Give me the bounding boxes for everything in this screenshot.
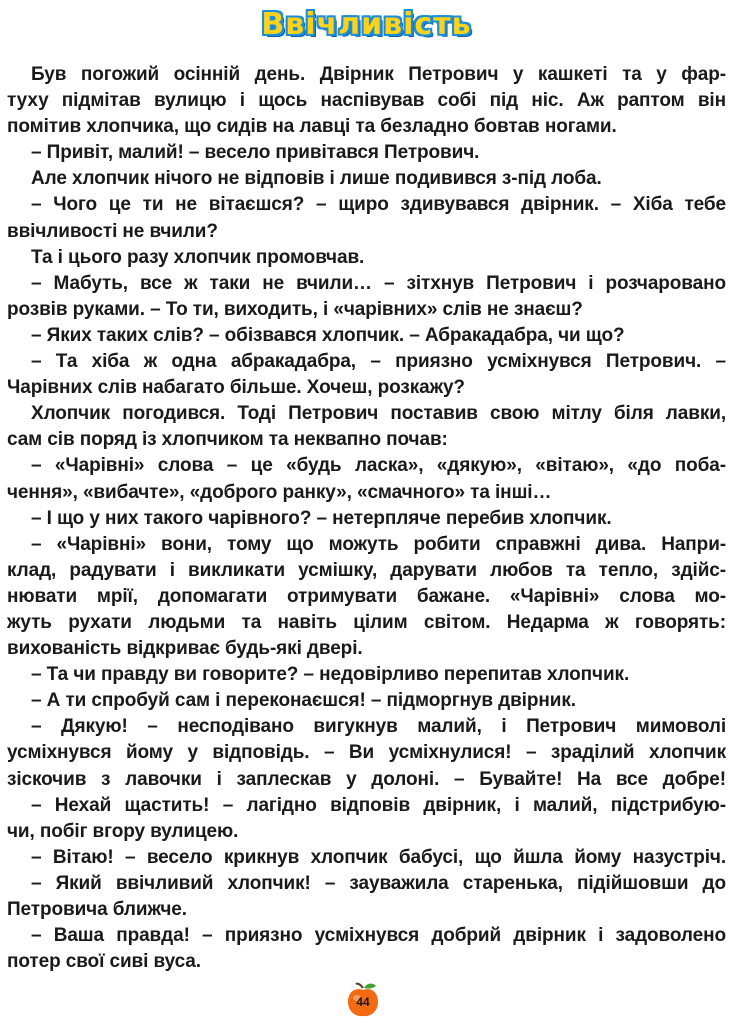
page-title: Ввічливість xyxy=(261,7,472,42)
text-line: – Нехай щастить! – лагідно відповів двірник, і малий, підстрибую- xyxy=(31,794,726,816)
text-line: – А ти спробуй сам і переконаєшся! – підморгнув двірник. xyxy=(31,690,576,712)
text-line: – Яких таких слів? – обізвався хлопчик. – Абракадабра, чи що? xyxy=(31,324,625,346)
text-line: вихованість відкриває будь-які двері. xyxy=(7,638,363,660)
text-line: чи, побіг вгору вулицею. xyxy=(7,820,239,842)
text-line: туху підмітав вулицю і щось наспівував собі під ніс. Аж раптом він xyxy=(7,90,726,112)
page-number-badge xyxy=(346,982,380,1018)
text-line: зіскочив з лавочки і заплескав у долоні. – Бувайте! На все добре! xyxy=(7,768,726,790)
text-line: Чарівних слів набагато більше. Хочеш, розкажу? xyxy=(7,377,465,399)
text-line: чення», «вибачте», «доброго ранку», «смачного» та інші… xyxy=(7,481,552,503)
text-line: – Ваша правда! – приязно усміхнувся добрий двірник і задоволено xyxy=(31,925,726,947)
text-line: Петровича ближче. xyxy=(7,899,187,920)
text-line: – І що у них такого чарівного? – нетерпляче перебив хлопчик. xyxy=(31,507,612,529)
text-line: жуть рухати людьми та навіть цілим світом. Недарма ж говорять: xyxy=(7,611,726,633)
text-line: ввічливості не вчили? xyxy=(7,220,218,242)
text-line: Був погожий осінній день. Двірник Петрович у кашкеті та у фар- xyxy=(31,64,726,85)
text-line: – Чого це ти не вітаєшся? – щиро здивувався двірник. – Хіба тебе xyxy=(31,194,726,216)
text-line: – «Чарівні» слова – це «будь ласка», «дякую», «вітаю», «до поба- xyxy=(31,455,726,477)
text-line: – Та чи правду ви говорите? – недовірливо перепитав хлопчик. xyxy=(31,664,630,686)
text-line: сам сів поряд із хлопчиком та неквапно почав: xyxy=(7,429,448,451)
story-text xyxy=(7,62,726,975)
text-line: – Та хіба ж одна абракадабра, – приязно усміхнувся Петрович. – xyxy=(31,351,726,373)
text-line: розвів руками. – То ти, виходить, і «чарівних» слів не знаєш? xyxy=(7,298,583,320)
text-line: нювати мрії, допомагати отримувати бажане. «Чарівні» слова мо- xyxy=(7,585,726,607)
text-line: – Який ввічливий хлопчик! – зауважила старенька, підійшовши до xyxy=(31,872,726,894)
text-line: – Вітаю! – весело крикнув хлопчик бабусі, що йшла йому назустріч. xyxy=(31,846,726,868)
text-line: Та і цього разу хлопчик промовчав. xyxy=(31,246,365,268)
text-line: потер свої сиві вуса. xyxy=(7,951,201,973)
text-line: клад, радувати і викликати усмішку, дарувати любов та тепло, здійс- xyxy=(7,559,726,581)
text-line: – Дякую! – несподівано вигукнув малий, і Петрович мимоволі xyxy=(31,716,726,738)
text-line: усміхнувся йому у відповідь. – Ви усміхнулися! – зраділий хлопчик xyxy=(7,742,726,764)
text-line: – Привіт, малий! – весело привітався Петрович. xyxy=(31,142,480,164)
page-number: 44 xyxy=(356,995,370,1009)
text-line: Але хлопчик нічого не відповів і лише подивився з-під лоба. xyxy=(31,168,602,190)
title-area xyxy=(0,2,733,48)
text-line: – Мабуть, все ж таки не вчили… – зітхнув Петрович і розчаровано xyxy=(31,272,726,294)
text-line: – «Чарівні» вони, тому що можуть робити справжні дива. Напри- xyxy=(31,533,726,555)
text-line: Хлопчик погодився. Тоді Петрович поставив свою мітлу біля лавки, xyxy=(31,403,726,425)
text-line: помітив хлопчика, що сидів на лавці та безладно бовтав ногами. xyxy=(7,116,617,138)
